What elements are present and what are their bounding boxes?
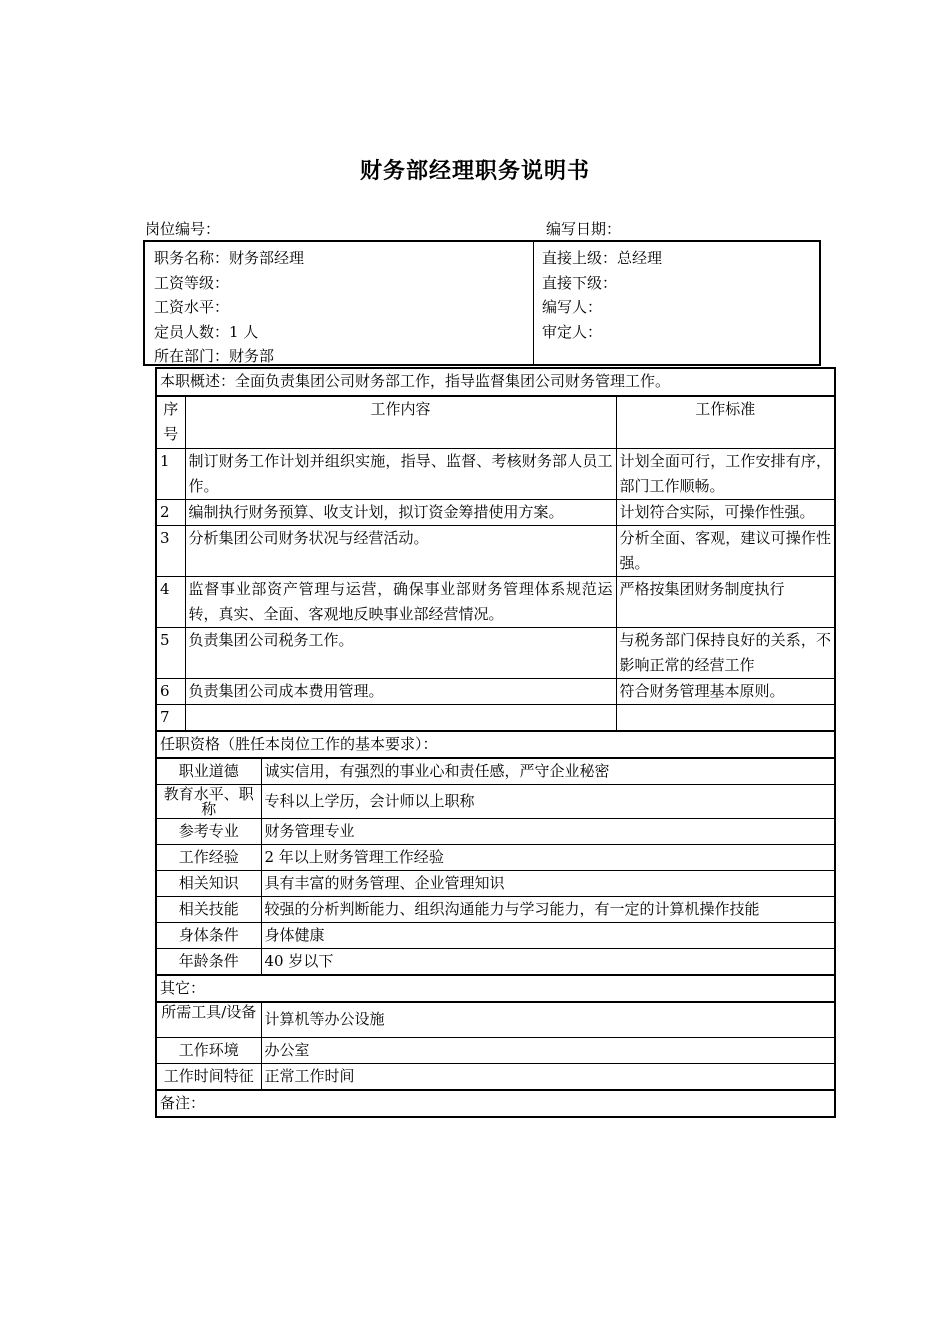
table-row	[156, 870, 835, 896]
duty-no: 2	[156, 499, 185, 525]
info-headcount: 定员人数：1 人	[154, 322, 259, 341]
qualification-label: 相关技能	[156, 896, 261, 922]
duty-standard-header: 工作标准	[616, 396, 835, 448]
info-direct-subordinate: 直接下级：	[542, 273, 618, 292]
duty-content: 分析集团公司财务状况与经营活动。	[185, 525, 616, 576]
table-row	[156, 1038, 835, 1064]
qualification-label: 参考专业	[156, 818, 261, 844]
duty-content: 制订财务工作计划并组织实施，指导、监督、考核财务部人员工作。	[185, 448, 616, 499]
duty-content	[185, 704, 616, 731]
table-row	[156, 704, 835, 731]
other-header-row	[156, 975, 835, 1002]
info-right-column	[542, 246, 662, 344]
info-salary-grade: 工资等级：	[154, 273, 230, 292]
qualification-label: 教育水平、职称	[156, 784, 261, 818]
info-salary-level: 工资水平：	[154, 298, 230, 317]
table-row	[156, 678, 835, 704]
page-title: 财务部经理职务说明书	[359, 159, 590, 184]
duty-no: 7	[156, 704, 185, 731]
info-position-name: 职务名称：财务部经理	[154, 249, 305, 267]
qualification-value: 诚实信用，有强烈的事业心和责任感，严守企业秘密	[261, 758, 835, 785]
info-approver: 审定人：	[542, 322, 603, 341]
table-row	[156, 784, 835, 818]
duty-content: 编制执行财务预算、收支计划，拟订资金筹措使用方案。	[185, 499, 616, 525]
duty-content: 负责集团公司税务工作。	[185, 627, 616, 678]
duty-no: 4	[156, 576, 185, 627]
write-date-label: 编写日期：	[546, 220, 622, 238]
post-number-label: 岗位编号：	[145, 220, 221, 238]
info-department: 所在部门：财务部	[154, 347, 275, 366]
info-divider	[533, 242, 534, 364]
qualifications-header-row	[156, 731, 835, 758]
table-row	[156, 948, 835, 975]
duty-content: 负责集团公司成本费用管理。	[185, 678, 616, 704]
other-value: 正常工作时间	[261, 1064, 835, 1091]
table-row	[156, 896, 835, 922]
table-row	[156, 627, 835, 678]
table-row	[156, 818, 835, 844]
table-row	[156, 922, 835, 948]
duty-standard: 分析全面、客观，建议可操作性强。	[616, 525, 835, 576]
duty-standard: 符合财务管理基本原则。	[616, 678, 835, 704]
duty-content: 监督事业部资产管理与运营，确保事业部财务管理体系规范运转，真实、全面、客观地反映事业部经营情况。	[185, 576, 616, 627]
job-description-table	[155, 367, 836, 1118]
table-row	[156, 525, 835, 576]
duty-content-header: 工作内容	[185, 396, 616, 448]
table-row	[156, 758, 835, 785]
job-summary: 本职概述：全面负责集团公司财务部工作，指导监督集团公司财务管理工作。	[156, 368, 835, 396]
other-value: 计算机等办公设施	[261, 1002, 835, 1038]
qualification-value: 较强的分析判断能力、组织沟通能力与学习能力，有一定的计算机操作技能	[261, 896, 835, 922]
qualification-label: 身体条件	[156, 922, 261, 948]
qualification-value: 2 年以上财务管理工作经验	[261, 844, 835, 870]
duties-header-row	[156, 396, 835, 448]
qualifications-header: 任职资格（胜任本岗位工作的基本要求）：	[156, 731, 835, 758]
table-row	[156, 448, 835, 499]
qualification-value: 具有丰富的财务管理、企业管理知识	[261, 870, 835, 896]
info-left-column	[154, 246, 304, 369]
duty-no: 1	[156, 448, 185, 499]
table-row	[156, 576, 835, 627]
qualification-value: 40 岁以下	[261, 948, 835, 975]
duty-standard: 计划符合实际，可操作性强。	[616, 499, 835, 525]
remarks-row	[156, 1090, 835, 1117]
table-row	[156, 844, 835, 870]
qualification-value: 财务管理专业	[261, 818, 835, 844]
duty-no: 6	[156, 678, 185, 704]
duty-no: 5	[156, 627, 185, 678]
table-row	[156, 1002, 835, 1038]
qualification-label: 工作经验	[156, 844, 261, 870]
duty-standard	[616, 704, 835, 731]
duty-standard: 与税务部门保持良好的关系，不影响正常的经营工作	[616, 627, 835, 678]
duty-standard: 计划全面可行，工作安排有序，部门工作顺畅。	[616, 448, 835, 499]
table-row	[156, 1064, 835, 1091]
qualification-label: 相关知识	[156, 870, 261, 896]
info-direct-superior: 直接上级：总经理	[542, 249, 663, 267]
basic-info-box	[143, 240, 821, 366]
qualification-value: 专科以上学历，会计师以上职称	[261, 784, 835, 818]
duty-no-header: 序号	[156, 396, 185, 448]
qualification-label: 年龄条件	[156, 948, 261, 975]
other-label: 所需工具/设备	[156, 1002, 261, 1038]
other-header: 其它：	[156, 975, 835, 1002]
qualification-value: 身体健康	[261, 922, 835, 948]
qualification-label: 职业道德	[156, 758, 261, 785]
other-label: 工作环境	[156, 1038, 261, 1064]
info-writer: 编写人：	[542, 298, 603, 317]
summary-row	[156, 368, 835, 396]
remarks: 备注：	[156, 1090, 835, 1117]
other-value: 办公室	[261, 1038, 835, 1064]
other-label: 工作时间特征	[156, 1064, 261, 1091]
duty-standard: 严格按集团财务制度执行	[616, 576, 835, 627]
duty-no: 3	[156, 525, 185, 576]
table-row	[156, 499, 835, 525]
